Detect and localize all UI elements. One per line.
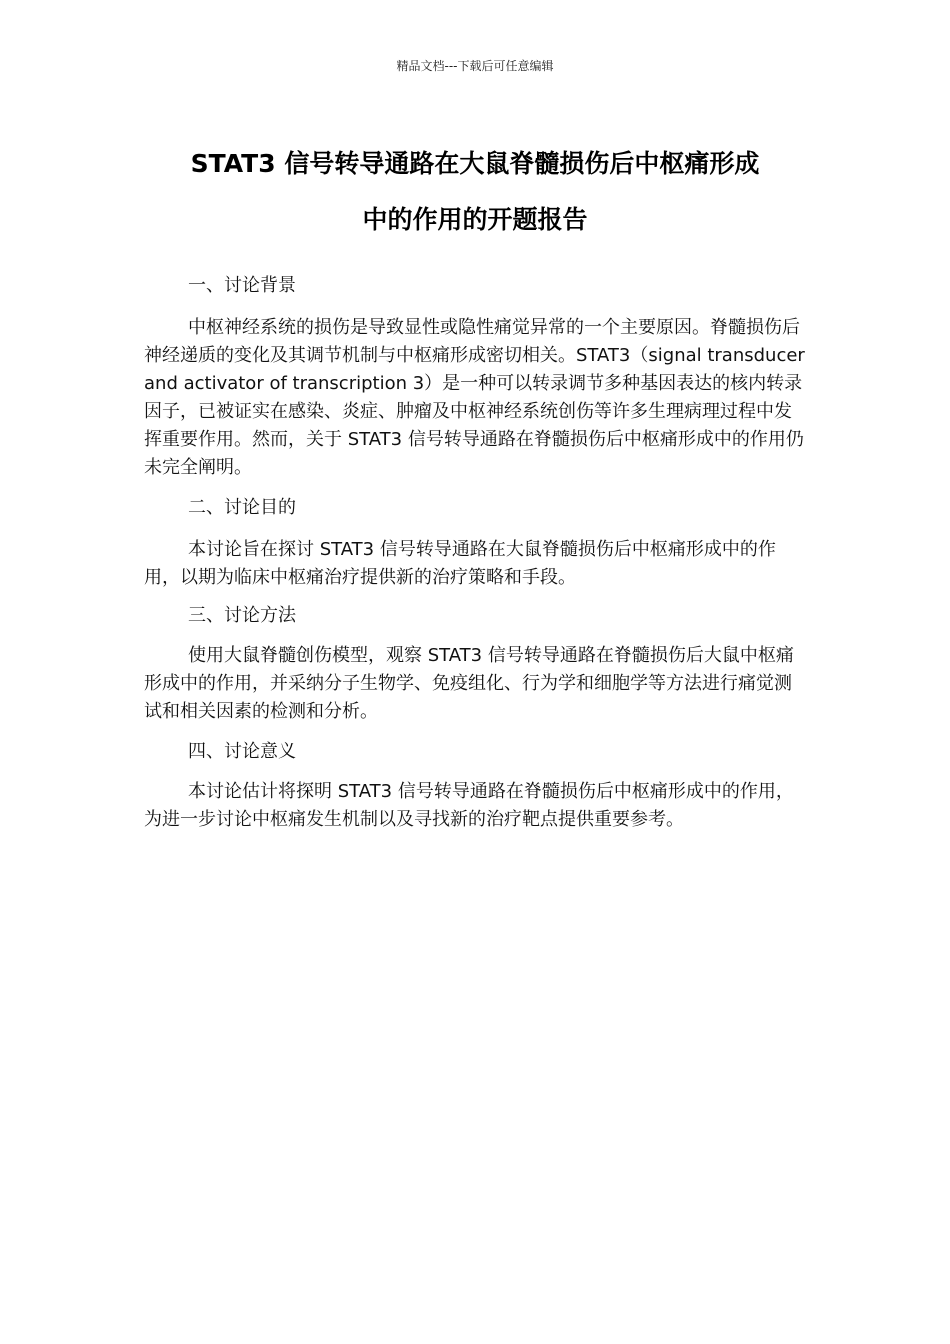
title-line-1: STAT3 信号转导通路在大鼠脊髓损伤后中枢痛形成 bbox=[190, 149, 760, 178]
header-note: 精品文档---下载后可任意编辑 bbox=[396, 59, 554, 73]
section-text-background: 中枢神经系统的损伤是导致显性或隐性痛觉异常的一个主要原因。脊髓损伤后神经递质的变化及其调节机制与中枢痛形成密切相关。STAT3（signal transducer and activator of transcription 3）是一种可以转录调节多种基因表达的核内转录因子，已被证实在感染、炎症、肿瘤及中枢神经系统创伤等许多生理病理过程中发挥重要作用。然而，关于 STAT3 信号转导通路在脊髓损伤后中枢痛形成中的作用仍未完全阐明。 bbox=[144, 317, 805, 478]
section-text-significance: 本讨论估计将探明 STAT3 信号转导通路在脊髓损伤后中枢痛形成中的作用，为进一步讨论中枢痛发生机制以及寻找新的治疗靶点提供重要参考。 bbox=[144, 781, 794, 830]
document-title bbox=[130, 136, 820, 248]
section-heading-significance: 四、讨论意义 bbox=[188, 741, 296, 762]
section-heading-methods: 三、讨论方法 bbox=[188, 605, 296, 626]
section-heading-background: 一、讨论背景 bbox=[188, 275, 296, 296]
section-text-methods: 使用大鼠脊髓创伤模型，观察 STAT3 信号转导通路在脊髓损伤后大鼠中枢痛形成中的作用，并采纳分子生物学、免疫组化、行为学和细胞学等方法进行痛觉测试和相关因素的检测和分析。 bbox=[144, 645, 794, 722]
title-line-2: 中的作用的开题报告 bbox=[362, 205, 588, 234]
section-heading-purpose: 二、讨论目的 bbox=[188, 497, 296, 518]
section-text-purpose: 本讨论旨在探讨 STAT3 信号转导通路在大鼠脊髓损伤后中枢痛形成中的作用，以期为临床中枢痛治疗提供新的治疗策略和手段。 bbox=[144, 539, 776, 588]
document-body bbox=[144, 270, 806, 834]
